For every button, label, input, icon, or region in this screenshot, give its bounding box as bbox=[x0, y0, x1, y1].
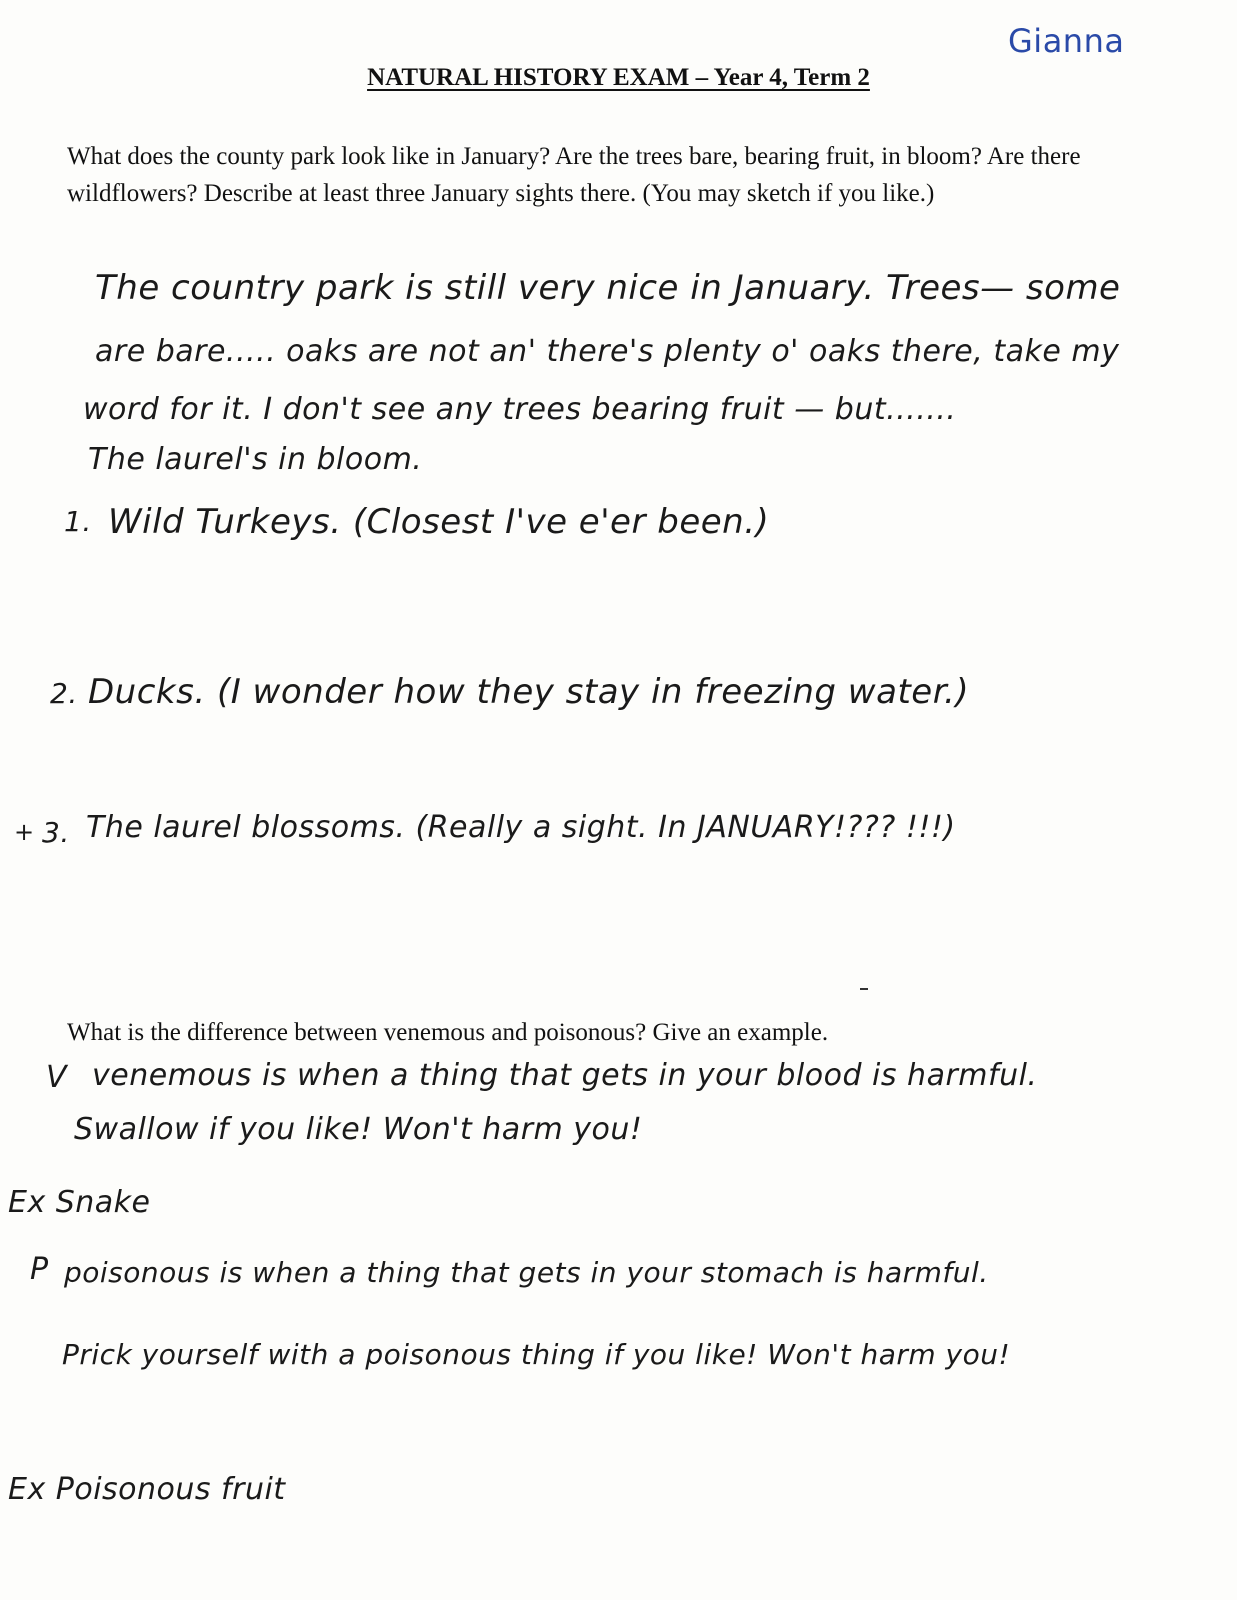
sight-3-text: The laurel blossoms. (Really a sight. In JANUARY!??? !!!) bbox=[86, 810, 956, 845]
venomous-example: Ex Snake bbox=[8, 1185, 151, 1220]
sight-2-text: Ducks. (I wonder how they stay in freezing water.) bbox=[88, 672, 970, 712]
answer-1-line-3: word for it. I don't see any trees bearing fruit — but....... bbox=[83, 392, 957, 427]
exam-title: NATURAL HISTORY EXAM – Year 4, Term 2 bbox=[367, 64, 870, 91]
answer-1-line-4: The laurel's in bloom. bbox=[88, 442, 423, 477]
question-2-text: What is the difference between venemous and poisonous? Give an example. bbox=[67, 1019, 829, 1046]
sight-1-text: Wild Turkeys. (Closest I've e'er been.) bbox=[108, 502, 770, 542]
poisonous-line-2: Prick yourself with a poisonous thing if you like! Won't harm you! bbox=[62, 1338, 1011, 1371]
poisonous-line-1: poisonous is when a thing that gets in your stomach is harmful. bbox=[64, 1256, 989, 1289]
sight-3-number: 3. bbox=[42, 816, 70, 849]
sight-3-plus-mark: + bbox=[14, 818, 35, 846]
stray-pen-mark bbox=[860, 988, 868, 990]
poisonous-example: Ex Poisonous fruit bbox=[8, 1472, 286, 1507]
venomous-line-1: venemous is when a thing that gets in your blood is harmful. bbox=[92, 1058, 1038, 1093]
sight-1-number: 1. bbox=[64, 505, 92, 538]
venomous-marker: V bbox=[46, 1060, 68, 1095]
answer-1-line-2: are bare..... oaks are not an' there's plenty o' oaks there, take my bbox=[95, 334, 1120, 369]
poisonous-marker: P bbox=[30, 1252, 49, 1287]
student-name: Gianna bbox=[1008, 22, 1125, 60]
answer-1-line-1: The country park is still very nice in January. Trees— some bbox=[95, 268, 1121, 308]
sight-2-number: 2. bbox=[50, 677, 78, 710]
question-1-text: What does the county park look like in January? Are the trees bare, bearing fruit, in bloom? Are there wildflowers? Describe at least three January sights there. (You may sketch if you like.) bbox=[67, 143, 1081, 207]
venomous-line-2: Swallow if you like! Won't harm you! bbox=[74, 1112, 643, 1147]
